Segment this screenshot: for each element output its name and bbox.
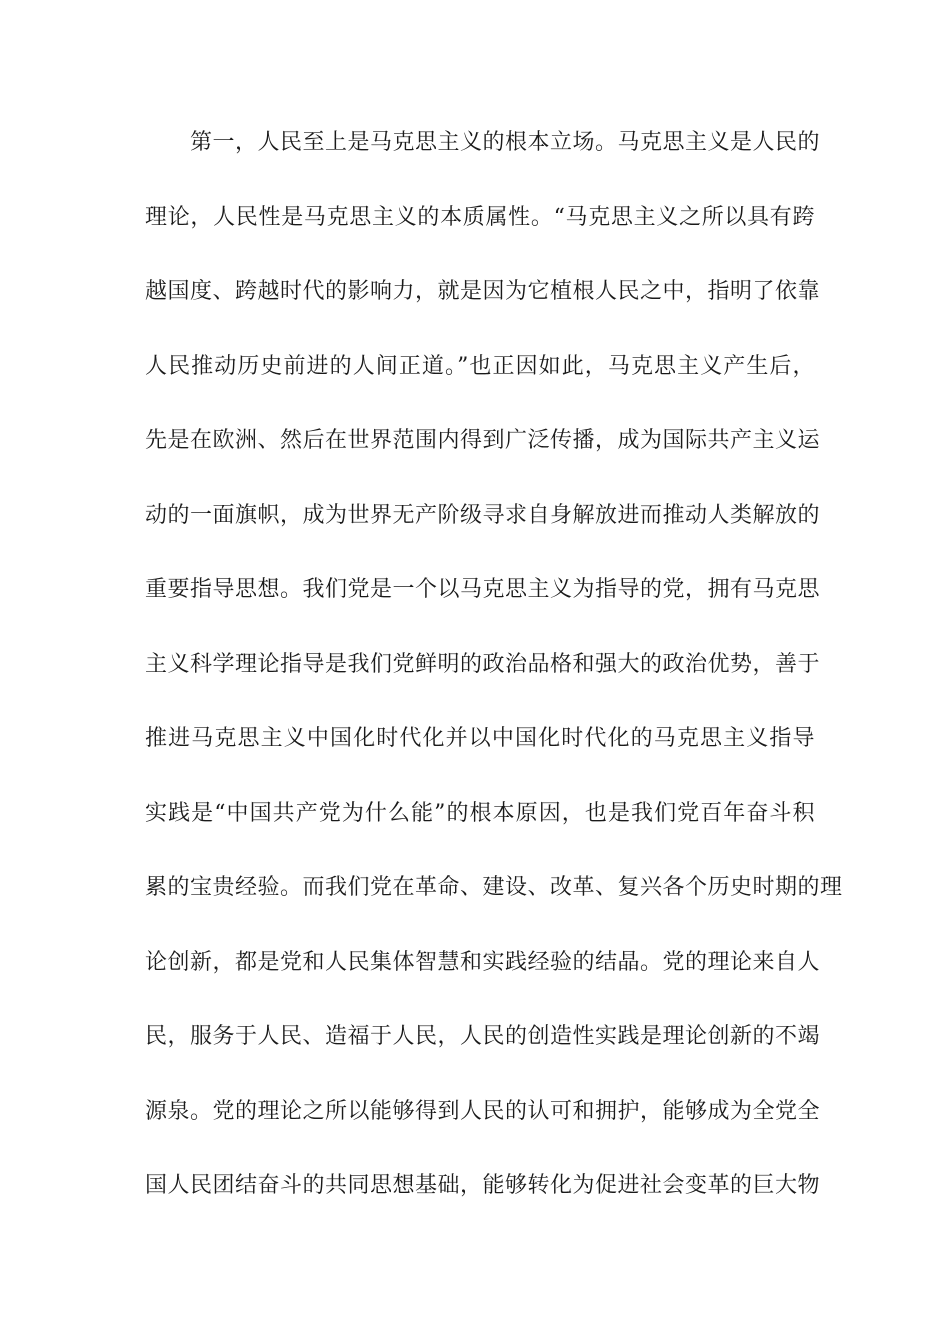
paragraph-line-15: 国人民团结奋斗的共同思想基础，能够转化为促进社会变革的巨大物 bbox=[145, 1173, 821, 1198]
paragraph-line-8: 主义科学理论指导是我们党鲜明的政治品格和强大的政治优势，善于 bbox=[145, 651, 821, 677]
paragraph-line-5: 先是在欧洲、然后在世界范围内得到广泛传播，成为国际共产主义运 bbox=[145, 428, 821, 453]
paragraph-line-3: 越国度、跨越时代的影响力，就是因为它植根人民之中，指明了依靠 bbox=[145, 279, 821, 304]
paragraph-line-4: 人民推动历史前进的人间正道。”也正因如此，马克思主义产生后， bbox=[145, 353, 815, 379]
paragraph-line-2: 理论，人民性是马克思主义的本质属性。“马克思主义之所以具有跨 bbox=[145, 204, 815, 230]
paragraph-line-10: 实践是“中国共产党为什么能”的根本原因，也是我们党百年奋斗积 bbox=[145, 800, 815, 826]
paragraph-line-1: 第一，人民至上是马克思主义的根本立场。马克思主义是人民的 bbox=[190, 130, 821, 155]
paragraph-line-14: 源泉。党的理论之所以能够得到人民的认可和拥护，能够成为全党全 bbox=[145, 1098, 821, 1124]
paragraph-line-13: 民，服务于人民、造福于人民，人民的创造性实践是理论创新的不竭 bbox=[145, 1024, 821, 1049]
paragraph-line-11: 累的宝贵经验。而我们党在革命、建设、改革、复兴各个历史时期的理 bbox=[145, 875, 843, 900]
paragraph-line-7: 重要指导思想。我们党是一个以马克思主义为指导的党，拥有马克思 bbox=[145, 577, 821, 602]
paragraph-line-9: 推进马克思主义中国化时代化并以中国化时代化的马克思主义指导 bbox=[145, 726, 815, 751]
body-paragraph bbox=[145, 120, 843, 1238]
paragraph-line-12: 论创新，都是党和人民集体智慧和实践经验的结晶。党的理论来自人 bbox=[145, 949, 821, 975]
paragraph-line-6: 动的一面旗帜，成为世界无产阶级寻求自身解放进而推动人类解放的 bbox=[145, 502, 821, 528]
